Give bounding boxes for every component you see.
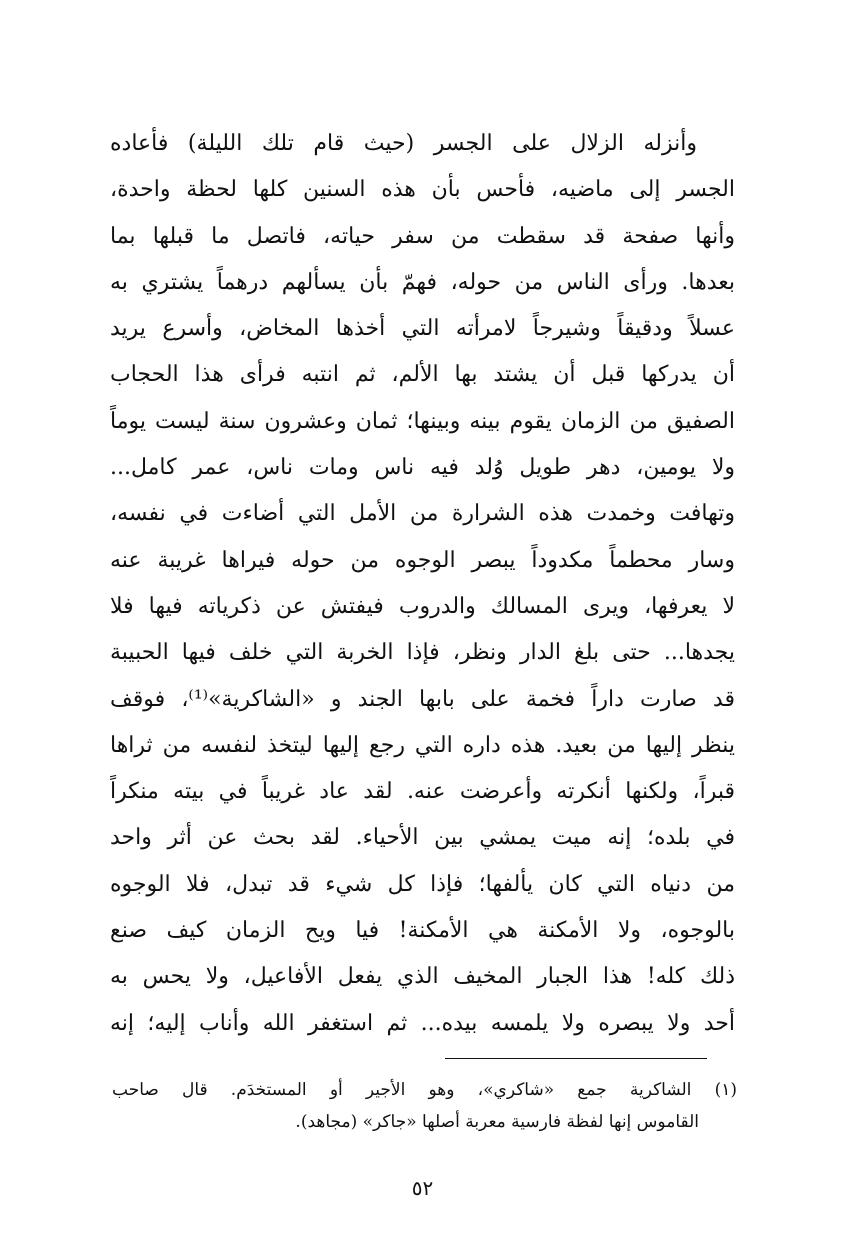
text-line: قبراً، ولكنها أنكرته وأعرضت عنه. لقد عاد غريباً في بيته منكراً xyxy=(110,779,735,805)
text-line: ينظر إليها من بعيد. هذه داره التي رجع إليها ليتخذ لنفسه من ثراها xyxy=(110,732,735,758)
text-line: أن يدركها قبل أن يشتد بها الألم، ثم انتبه فرأى هذا الحجاب xyxy=(110,362,735,388)
footnote xyxy=(112,1074,737,1138)
text-line: وسار محطماً مكدوداً يبصر الوجوه من حوله فيراها غريبة عنه xyxy=(110,547,735,573)
text-line: يجدها... حتى بلغ الدار ونظر، فإذا الخربة التي خلف فيها الحبيبة xyxy=(110,640,735,666)
text-line: وتهافت وخمدت هذه الشرارة من الأمل التي أضاءت في نفسه، xyxy=(110,501,735,527)
text-line: في بلده؛ إنه ميت يمشي بين الأحياء. لقد بحث عن أثر واحد xyxy=(110,825,735,851)
text-line: عسلاً ودقيقاً وشيرجاً لامرأته التي أخذها المخاض، وأسرع يريد xyxy=(110,316,735,342)
text-line: ذلك كله! هذا الجبار المخيف الذي يفعل الأفاعيل، ولا يحس به xyxy=(110,964,735,990)
body-text xyxy=(110,121,735,1047)
footnote-line: (١) الشاكرية جمع «شاكري»، وهو الأجير أو المستخدَم. قال صاحب xyxy=(112,1080,737,1100)
text-line: وأنزله الزلال على الجسر (حيث قام تلك الليلة) فأعاده xyxy=(110,131,697,156)
text-line: الجسر إلى ماضيه، فأحس بأن هذه السنين كلها لحظة واحدة، xyxy=(110,177,735,203)
text-line: وأنها صفحة قد سقطت من سفر حياته، فاتصل ما قبلها بما xyxy=(110,223,735,249)
footnote-line: القاموس إنها لفظة فارسية معربة أصلها «جاكر» (مجاهد). xyxy=(295,1112,699,1132)
text-line: قد صارت داراً فخمة على بابها الجند و «الشاكرية»⁽¹⁾، فوقف xyxy=(110,686,735,712)
footnote-separator xyxy=(445,1058,707,1059)
text-line: لا يعرفها، ويرى المسالك والدروب فيفتش عن ذكرياته فيها فلا xyxy=(110,593,735,619)
text-line: الصفيق من الزمان يقوم بينه وبينها؛ ثمان وعشرون سنة ليست يوماً xyxy=(110,408,735,434)
text-line: بالوجوه، ولا الأمكنة هي الأمكنة! فيا ويح الزمان كيف صنع xyxy=(110,918,735,944)
text-line: من دنياه التي كان يألفها؛ فإذا كل شيء قد تبدل، فلا الوجوه xyxy=(110,871,735,897)
text-line: أحد ولا يبصره ولا يلمسه بيده... ثم استغفر الله وأناب إليه؛ إنه xyxy=(110,1010,735,1036)
page-number: ٥٢ xyxy=(411,1176,434,1200)
text-line: ولا يومين، دهر طويل وُلد فيه ناس ومات ناس، عمر كامل... xyxy=(110,455,735,481)
text-line: بعدها. ورأى الناس من حوله، فهمّ بأن يسألهم درهماً يشتري به xyxy=(110,269,735,295)
